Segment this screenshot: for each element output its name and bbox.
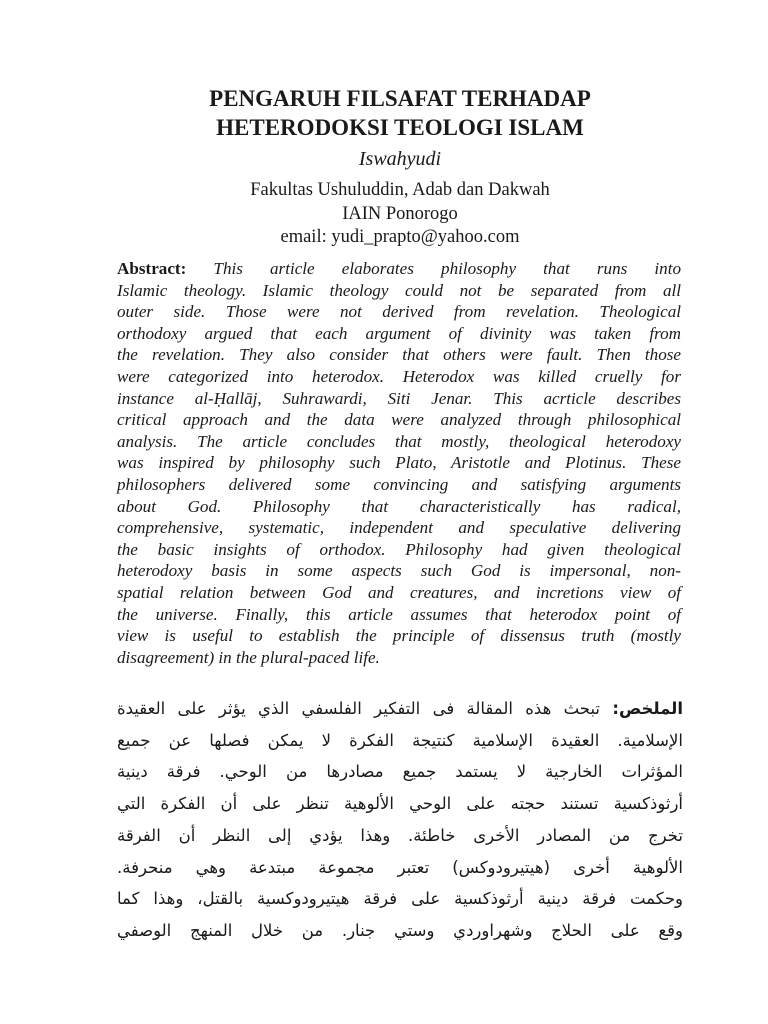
abstract-line: outer side. Those were not derived from revelation. Theological — [117, 302, 681, 322]
abstract-line: heterodoxy basis in some aspects such God is impersonal, non- — [117, 561, 681, 581]
abstract-line: view is useful to establish the principle of dissensus truth (mostly — [117, 626, 681, 646]
arabic-abstract-label: الملخص: — [612, 699, 683, 718]
title-line-2: HETERODOKSI TEOLOGI ISLAM — [216, 115, 584, 140]
abstract-line: disagreement) in the plural-paced life. — [117, 647, 380, 667]
abstract-line: analysis. The article concludes that mostly, theological heterodoxy — [117, 431, 681, 451]
abstract-line: Islamic theology. Islamic theology could not be separated from all — [117, 280, 681, 300]
abstract-line: the universe. Finally, this article assumes that heterodox point of — [117, 604, 681, 624]
arabic-abstract-line: أرثوذكسية تستند حجته على الوحي الألوهية تنظر على أن الفكرة التي — [117, 794, 683, 814]
abstract-line: philosophers delivered some convincing and satisfying arguments — [117, 474, 681, 494]
affiliation-faculty: Fakultas Ushuluddin, Adab dan Dakwah — [250, 180, 550, 200]
author-name: Iswahyudi — [358, 148, 442, 170]
abstract-line: was inspired by philosophy such Plato, Aristotle and Plotinus. These — [117, 453, 681, 473]
abstract-line: were categorized into heterodox. Heterodox was killed cruelly for — [117, 366, 681, 386]
arabic-abstract — [117, 693, 683, 947]
arabic-abstract-line: وحكمت فرقة دينية أرثوذكسية على فرقة هيتيرودوكسية بالقتل، وهذا كما — [117, 889, 683, 909]
affiliation-email: email: yudi_prapto@yahoo.com — [280, 227, 520, 247]
arabic-abstract-line: وقع على الحلاج وشهراوردي وستي جنار. من خلال المنهج الوصفي — [117, 920, 683, 940]
abstract-line: critical approach and the data were analyzed through philosophical — [117, 410, 681, 430]
arabic-abstract-line: المؤثرات الخارجية لا يستمد جميع مصادرها من الوحي. فرقة دينية — [117, 762, 683, 782]
affiliation — [100, 179, 700, 250]
arabic-abstract-line: تخرج من المصادر الأخرى خاطئة. وهذا يؤدي إلى النظر أن الفرقة — [117, 825, 683, 845]
arabic-abstract-line: الإسلامية. العقيدة الإسلامية كنتيجة الفكرة لا يمكن فصلها عن جميع — [117, 730, 683, 750]
abstract-line: Abstract: This article elaborates philosophy that runs into — [117, 259, 681, 278]
title-line-1: PENGARUH FILSAFAT TERHADAP — [209, 86, 591, 111]
affiliation-institution: IAIN Ponorogo — [342, 203, 458, 224]
abstract-line: spatial relation between God and creatures, and incretions view of — [117, 582, 681, 602]
arabic-abstract-line: الألوهية أخرى (هيتيرودوكس) تعتبر مجموعة مبتدعة وهي منحرفة. — [117, 857, 683, 877]
arabic-abstract-line: الملخص: تبحث هذه المقالة فى التفكير الفلسفي الذي يؤثر على العقيدة — [117, 699, 683, 718]
abstract-line: the revelation. They also consider that others were fault. Then those — [117, 345, 681, 365]
abstract-line: the basic insights of orthodox. Philosophy had given theological — [117, 539, 681, 559]
abstract-label: Abstract: — [117, 259, 187, 278]
english-abstract — [117, 258, 681, 668]
abstract-line: about God. Philosophy that characteristically has radical, — [117, 496, 681, 516]
abstract-line: comprehensive, systematic, independent and speculative delivering — [117, 518, 681, 538]
abstract-line: instance al-Ḥallāj, Suhrawardi, Siti Jenar. This acrticle describes — [117, 388, 681, 408]
abstract-line: orthodoxy argued that each argument of divinity was taken from — [117, 323, 681, 343]
paper-title — [100, 84, 700, 142]
